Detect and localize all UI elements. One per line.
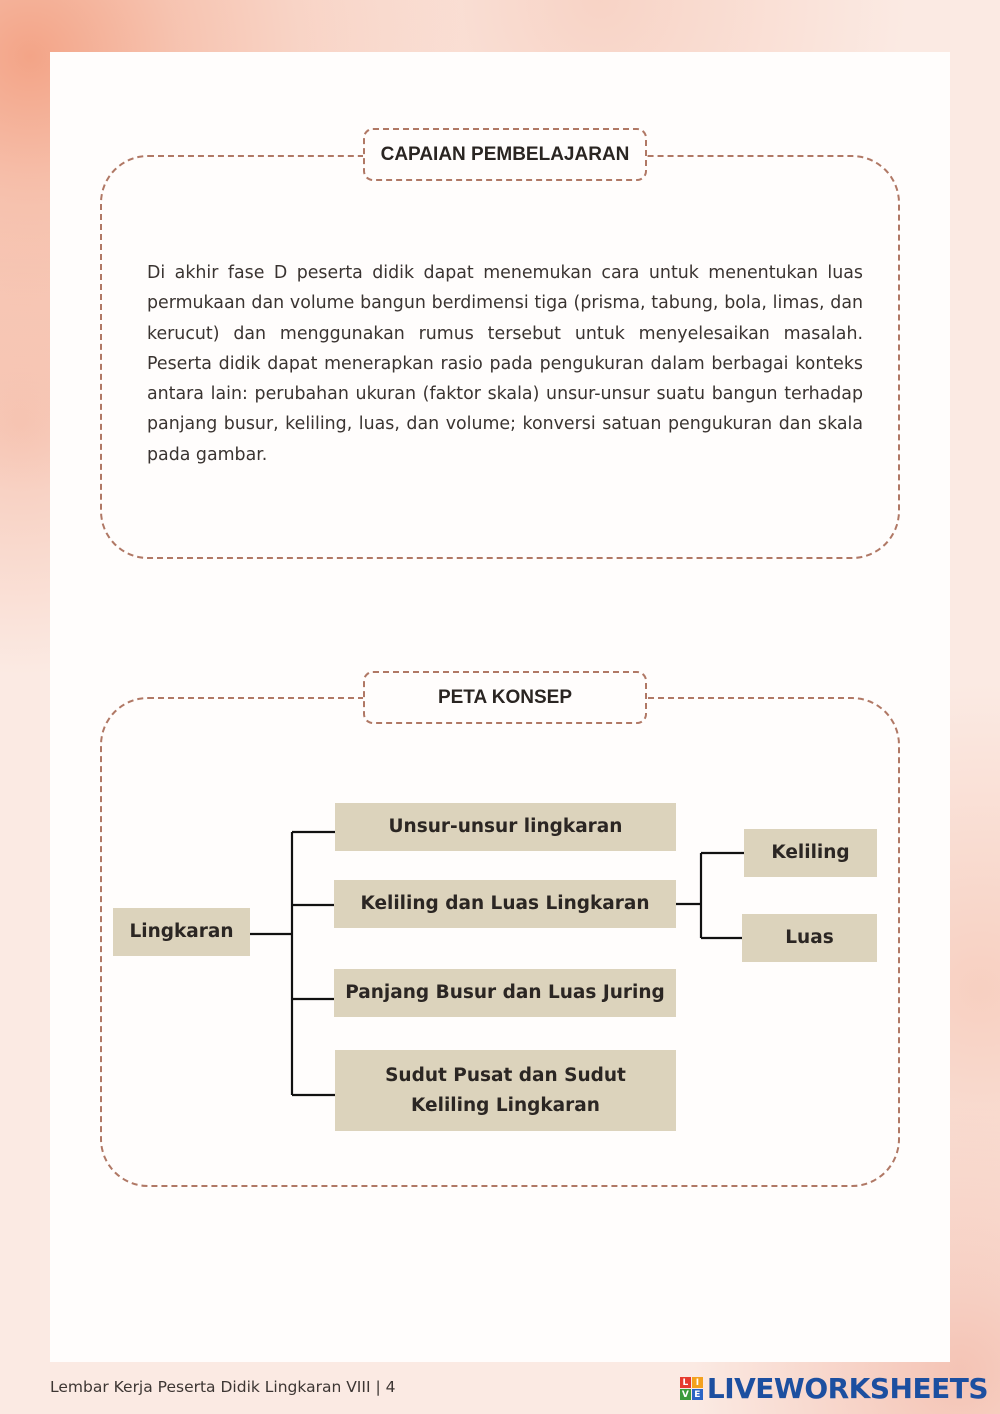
- capaian-text: Di akhir fase D peserta didik dapat menemukan cara untuk menentukan luas permukaan dan volume bangun berdimensi tiga (prisma, tabung, bola, limas, dan kerucut) dan menggunakan rumus tersebut untuk menyelesaikan masalah. Peserta didik dapat menerapkan rasio pada pengukuran dalam berbagai konteks antara lain: perubahan ukuran (faktor skala) unsur-unsur suatu bangun terhadap panjang busur, keliling, luas, dan volume; konversi satuan pengukuran dan skala pada gambar.: [147, 263, 863, 465]
- logo-letter-i: I: [692, 1377, 703, 1388]
- logo-letter-e: E: [692, 1389, 703, 1400]
- node-lingkaran: Lingkaran: [113, 908, 250, 956]
- node-luas: Luas: [742, 914, 877, 962]
- logo-letter-v: V: [680, 1389, 691, 1400]
- node-keliling: Keliling: [744, 829, 877, 877]
- brand-name: LIVEWORKSHEETS: [706, 1372, 988, 1405]
- node-unsur-unsur: Unsur-unsur lingkaran: [335, 803, 676, 851]
- liveworksheets-logo-icon: [680, 1377, 703, 1400]
- peta-konsep-title: PETA KONSEP: [363, 671, 647, 724]
- node-keliling-luas: Keliling dan Luas Lingkaran: [334, 880, 676, 928]
- node-busur-juring: Panjang Busur dan Luas Juring: [334, 969, 676, 1017]
- node-sudut: Sudut Pusat dan Sudut Keliling Lingkaran: [335, 1050, 676, 1131]
- liveworksheets-brand: [680, 1372, 988, 1405]
- footer-page-label: Lembar Kerja Peserta Didik Lingkaran VIII | 4: [50, 1378, 396, 1396]
- logo-letter-l: L: [680, 1377, 691, 1388]
- capaian-title: CAPAIAN PEMBELAJARAN: [363, 128, 647, 181]
